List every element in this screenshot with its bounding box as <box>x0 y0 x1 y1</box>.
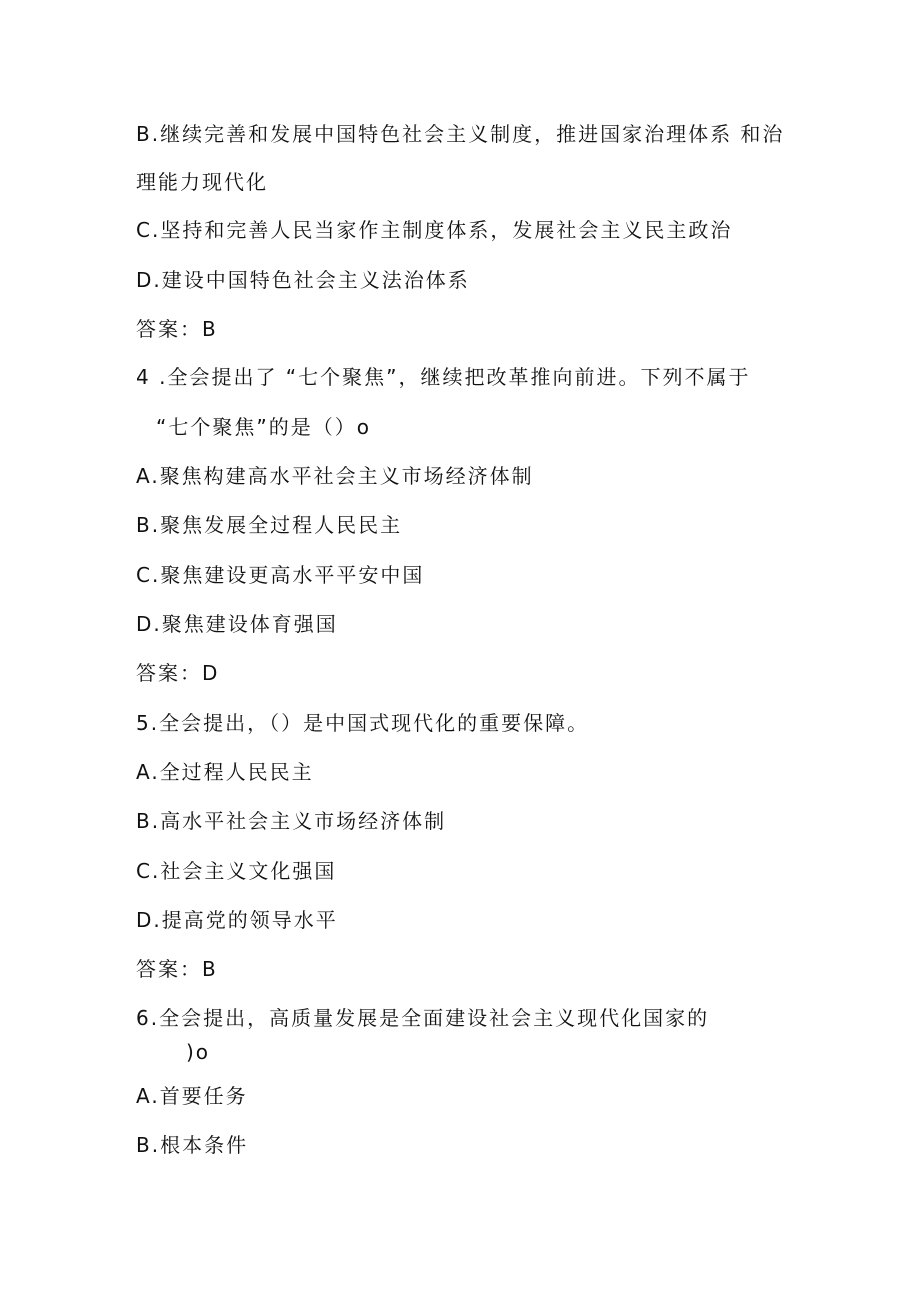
option-b-q3-line2: 理能力现代化 <box>136 170 268 194</box>
question-5: 5.全会提出，（）是中国式现代化的重要保障。 <box>136 711 590 735</box>
option-c-q5: C.社会主义文化强国 <box>136 859 337 883</box>
option-a-q4: A.聚焦构建高水平社会主义市场经济体制 <box>136 464 534 488</box>
option-c-q3: C.坚持和完善人民当家作主制度体系，发展社会主义民主政治 <box>136 218 733 242</box>
answer-q5: 答案：B <box>136 957 218 981</box>
option-d-q5: D.提高党的领导水平 <box>136 908 338 932</box>
option-b-q5: B.高水平社会主义市场经济体制 <box>136 809 447 833</box>
option-b-q6: B.根本条件 <box>136 1133 249 1157</box>
option-a-q6: A.首要任务 <box>136 1084 248 1108</box>
option-a-q5: A.全过程人民民主 <box>136 760 314 784</box>
question-4-line2: “七个聚焦”的是（）o <box>156 415 371 439</box>
option-c-q4: C.聚焦建设更高水平平安中国 <box>136 563 425 587</box>
option-d-q4: D.聚焦建设体育强国 <box>136 612 338 636</box>
option-b-q3-line1: B.继续完善和发展中国特色社会主义制度，推进国家治理体系 和治 <box>136 122 785 146</box>
question-6-line1: 6.全会提出，高质量发展是全面建设社会主义现代化国家的 <box>136 1006 710 1030</box>
option-d-q3: D.建设中国特色社会主义法治体系 <box>136 268 470 292</box>
answer-q3: 答案：B <box>136 317 218 341</box>
answer-q4: 答案：D <box>136 661 220 685</box>
question-4-line1: 4 .全会提出了 “七个聚焦”，继续把改革推向前进。下列不属于 <box>136 365 751 389</box>
question-6-line2: )o <box>186 1040 211 1064</box>
option-b-q4: B.聚焦发展全过程人民民主 <box>136 513 403 537</box>
